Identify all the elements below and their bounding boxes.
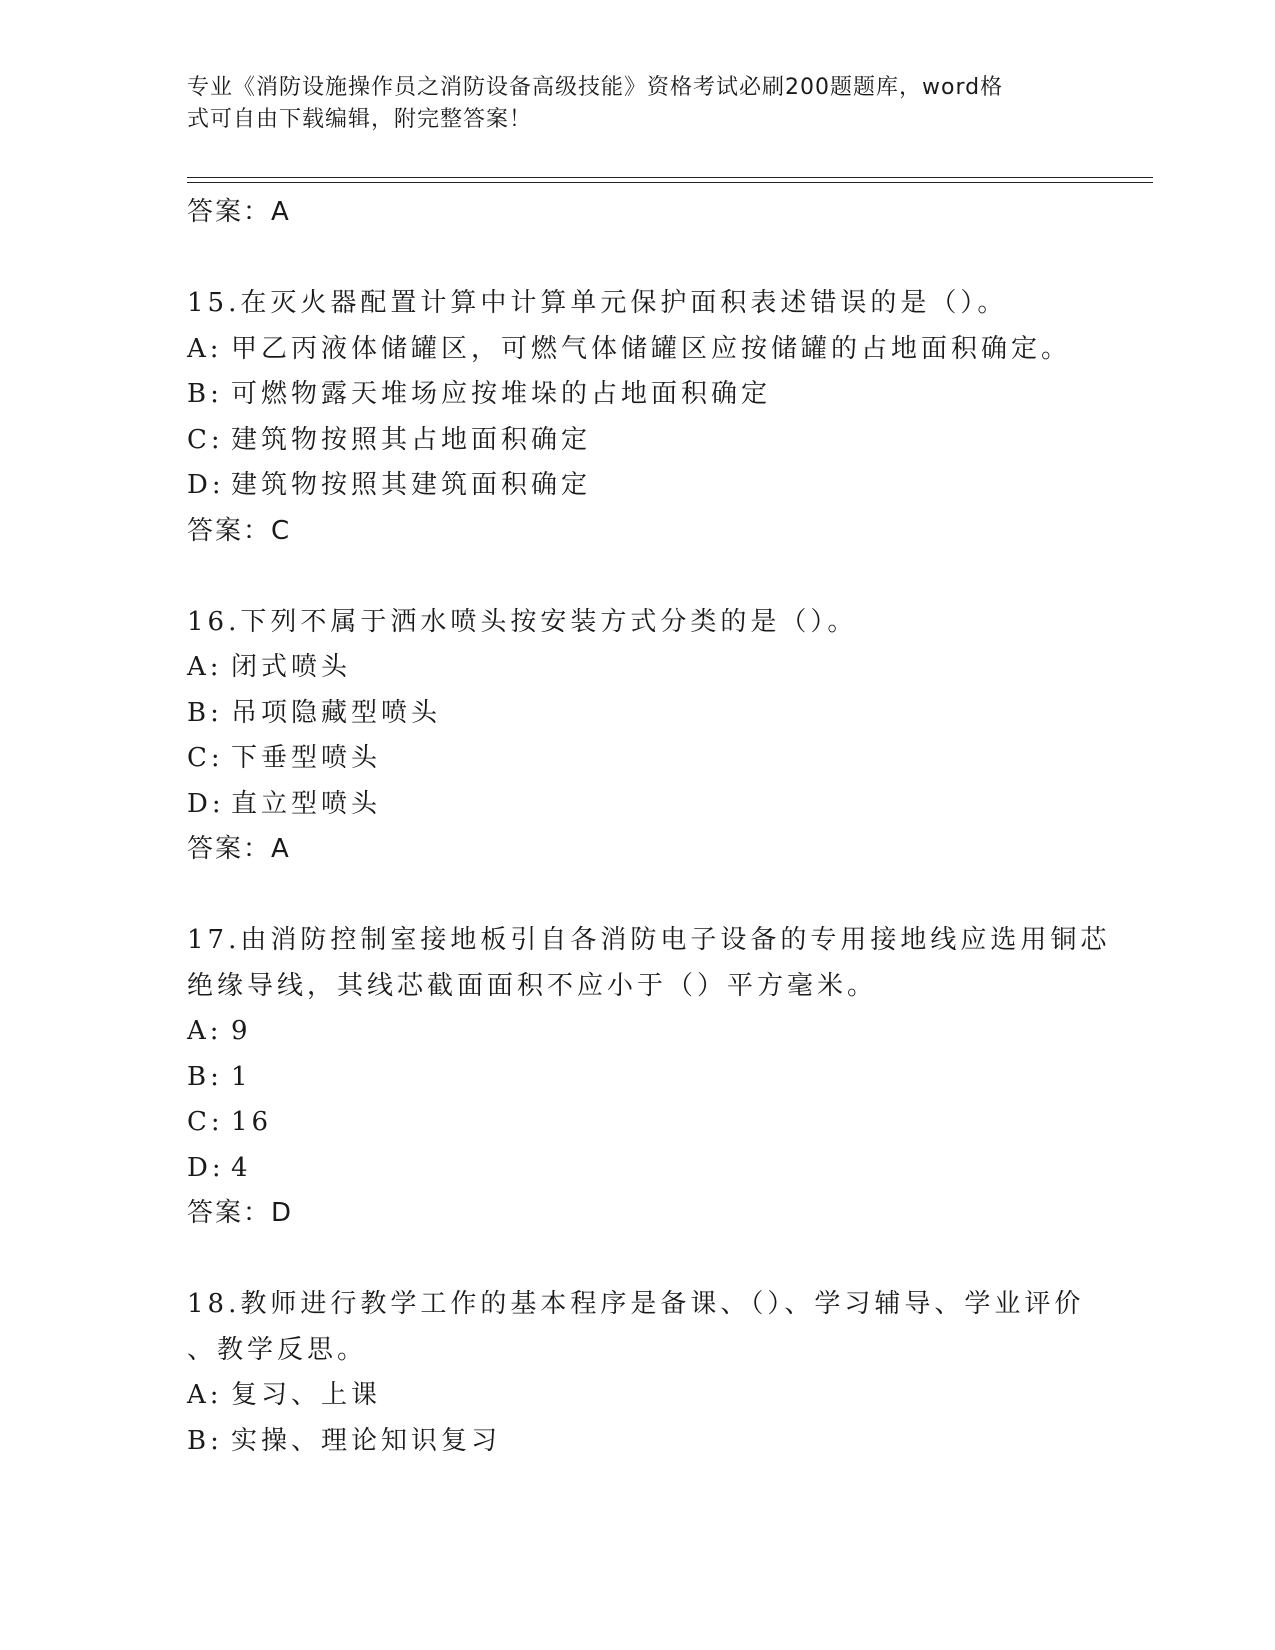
option-d [187,1146,1087,1192]
option-key: D: [187,470,225,500]
question-17 [187,918,1111,1237]
option-key: B: [187,1061,223,1092]
option-text: 吊项隐藏型喷头 [231,697,442,728]
option-text: 4 [231,1152,252,1183]
option-text: 建筑物按照其建筑面积确定 [231,470,592,500]
option-text: 直立型喷头 [231,788,382,819]
answer: 答案：A [187,834,291,864]
spacer [187,236,1087,282]
option-d [187,463,1087,509]
option-text: 复习、上课 [231,1380,382,1410]
option-text: 实操、理论知识复习 [231,1425,502,1456]
header-line-1: 专业《消防设施操作员之消防设备高级技能》资格考试必刷200题题库，word格 [187,75,1004,100]
option-key: D: [187,788,225,819]
option-text: 可燃物露天堆场应按堆垛的占地面积确定 [231,379,772,409]
option-a [187,1373,1087,1419]
option-text: 建筑物按照其占地面积确定 [231,424,592,455]
option-key: A: [187,652,223,682]
option-c [187,736,1087,782]
option-a [187,645,1087,691]
option-text: 1 [231,1061,252,1092]
option-text: 9 [231,1016,252,1046]
option-d [187,782,1087,828]
option-a [187,327,1087,373]
option-key: B: [187,697,223,728]
question-stem-continued: 绝缘导线，其线芯截面面积不应小于（）平方毫米。 [187,970,878,1001]
option-c [187,418,1087,464]
answer: 答案：D [187,1198,294,1228]
header-divider-bottom [187,182,1153,183]
option-b [187,1055,1087,1101]
spacer [187,554,1087,600]
option-key: B: [187,1425,223,1456]
spacer [187,873,1087,919]
option-key: A: [187,1016,223,1046]
question-18 [187,1282,1087,1464]
question-stem: 17.由消防控制室接地板引自各消防电子设备的专用接地线应选用铜芯 [187,925,1111,955]
option-text: 甲乙丙液体储罐区，可燃气体储罐区应按储罐的占地面积确定。 [231,333,1072,364]
header-divider-top [187,177,1153,178]
option-b [187,372,1087,418]
option-text: 16 [231,1107,273,1137]
option-a [187,1009,1087,1055]
option-key: A: [187,333,223,364]
option-key: B: [187,379,223,409]
option-b [187,691,1087,737]
option-b [187,1419,1087,1465]
option-key: C: [187,743,224,773]
header-line-2: 式可自由下载编辑，附完整答案！ [187,107,533,132]
question-stem-continued: 、教学反思。 [187,1334,368,1365]
question-list [187,190,1111,1464]
previous-answer: 答案：A [187,197,291,227]
question-stem: 16.下列不属于洒水喷头按安装方式分类的是（）。 [187,606,858,637]
answer: 答案：C [187,515,292,546]
option-text: 闭式喷头 [231,652,352,682]
page-header [187,72,1087,136]
spacer [187,1237,1087,1283]
option-key: C: [187,1107,224,1137]
question-16 [187,600,1087,873]
option-key: D: [187,1152,225,1183]
question-15 [187,281,1087,554]
option-c [187,1100,1087,1146]
question-stem: 15.在灭火器配置计算中计算单元保护面积表述错误的是（）。 [187,288,1008,318]
option-key: C: [187,424,224,455]
option-key: A: [187,1380,223,1410]
question-stem: 18.教师进行教学工作的基本程序是备课、（）、学习辅导、学业评价 [187,1289,1085,1319]
option-text: 下垂型喷头 [231,743,382,773]
